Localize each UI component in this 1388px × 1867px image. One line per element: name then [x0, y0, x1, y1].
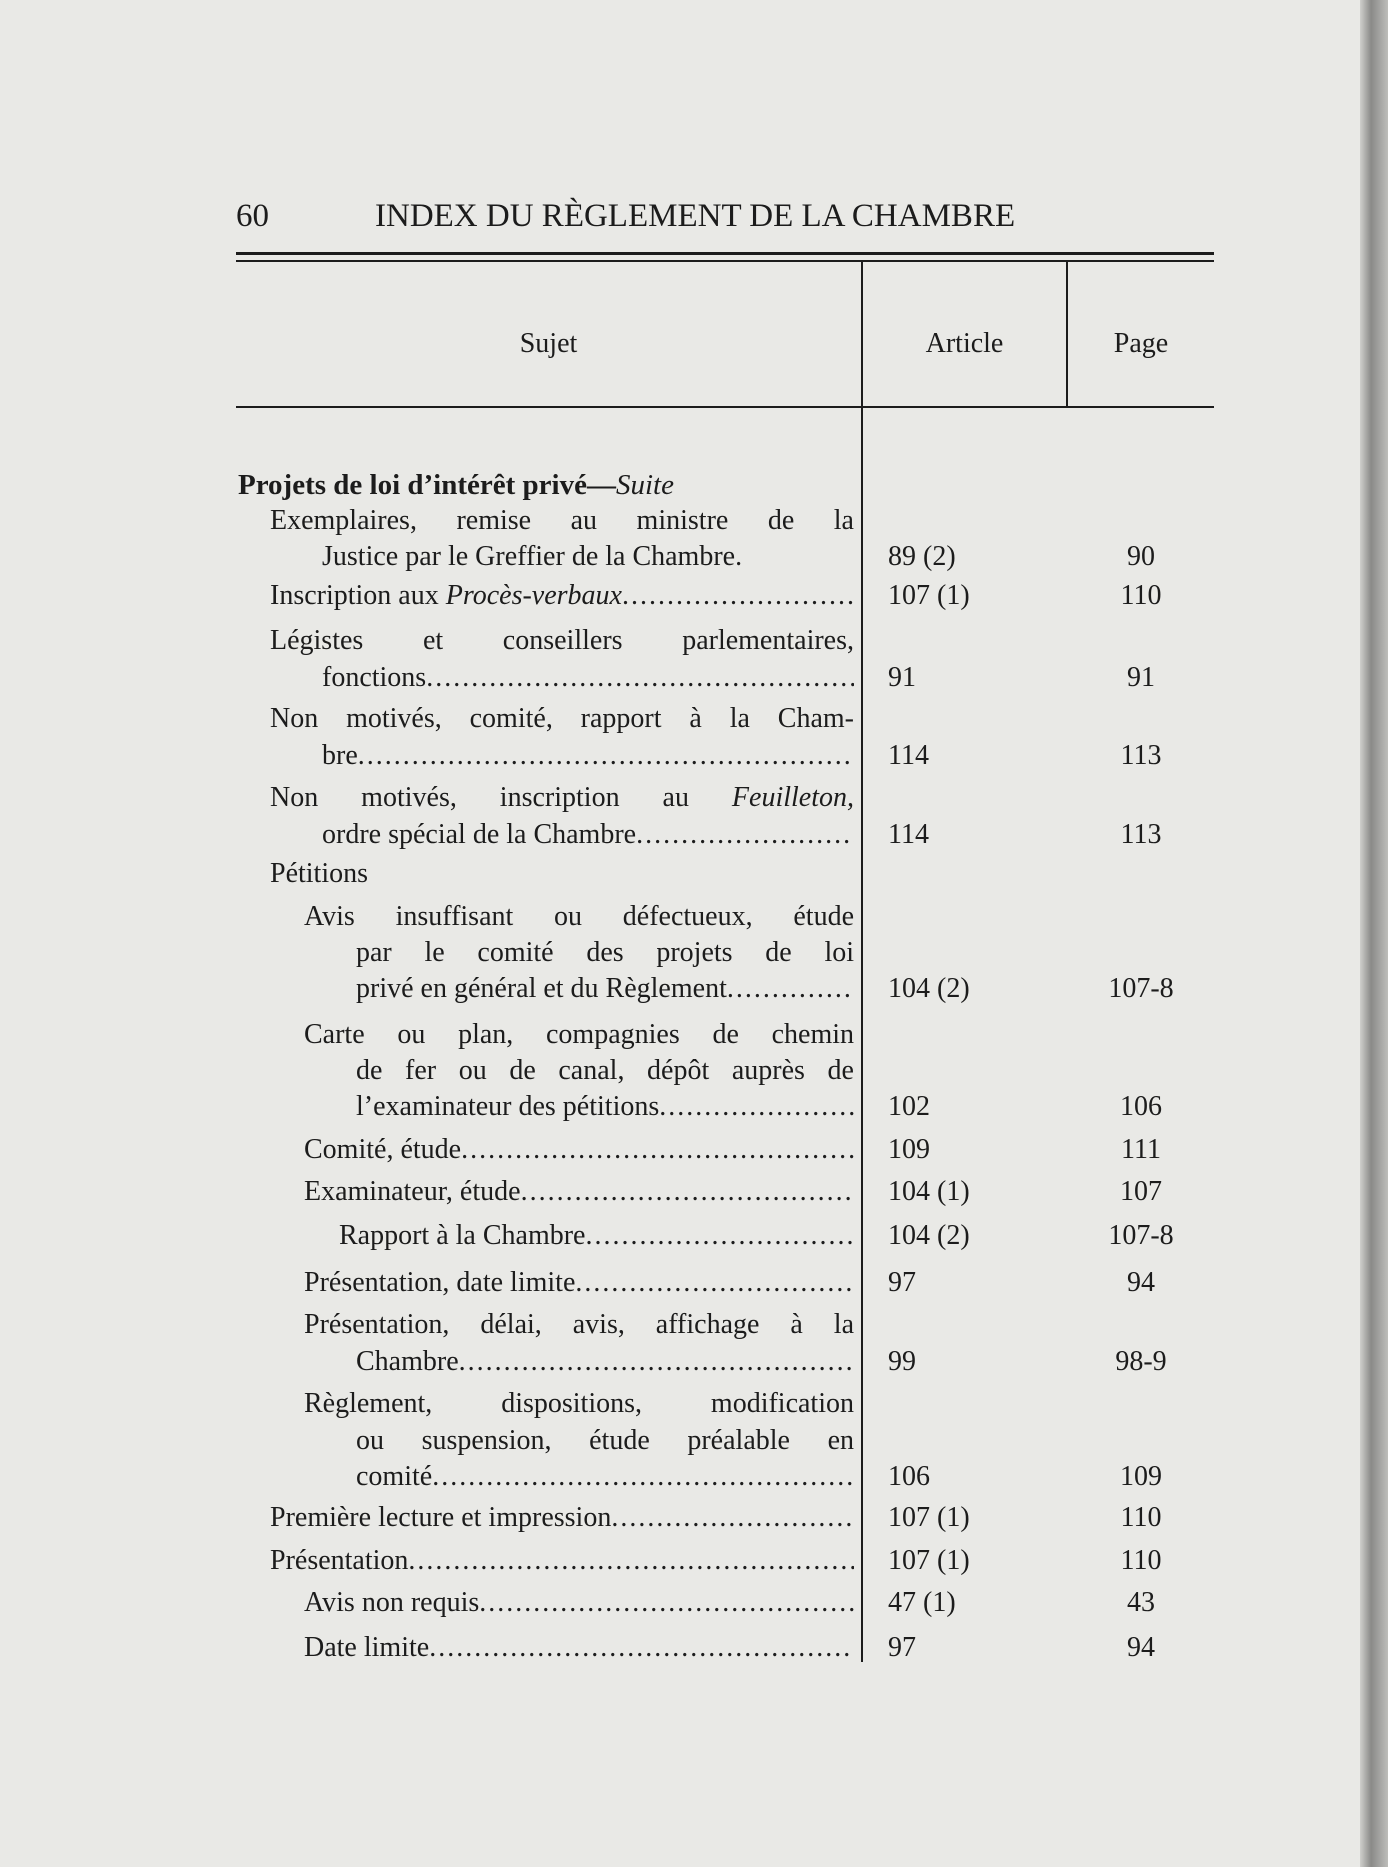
entry-text: Règlement, dispositions, modification [304, 1388, 854, 1419]
entry-text: comité ..... [356, 1459, 854, 1495]
leader-dots [575, 1265, 854, 1301]
book-spine [1360, 0, 1388, 1867]
entry-article: 107 (1) [888, 580, 970, 611]
entry-article: 99 [888, 1346, 916, 1377]
entry-article: 102 [888, 1091, 930, 1122]
entry-text: Chambre ..... [356, 1344, 854, 1380]
leader-dots [521, 1174, 854, 1210]
entry-page: 106 [1120, 1091, 1162, 1122]
entry-text: Inscription aux Procès-verbaux ..... [270, 578, 854, 614]
entry-article: 107 (1) [888, 1545, 970, 1576]
entry-page: 91 [1127, 662, 1155, 693]
entry-text: Rapport à la Chambre ..... [339, 1218, 854, 1254]
leader-dots [461, 1132, 854, 1168]
entry-text: Date limite ..... [304, 1630, 854, 1666]
column-divider-article [861, 262, 863, 1662]
running-title: INDEX DU RÈGLEMENT DE LA CHAMBRE [375, 198, 1016, 234]
entry-page: 113 [1120, 740, 1162, 771]
entry-text: Légistes et conseillers parlementaires, [270, 625, 854, 656]
top-rule [236, 252, 1214, 255]
page-number: 60 [236, 198, 269, 234]
leader-dots [727, 971, 854, 1007]
entry-text: Comité, étude ..... [304, 1132, 854, 1168]
entry-text: privé en général et du Règlement ..... [356, 971, 854, 1007]
leader-dots [479, 1585, 854, 1621]
entry-text: ordre spécial de la Chambre ..... [322, 817, 854, 853]
entry-text: Avis non requis ..... [304, 1585, 854, 1621]
entry-page: 113 [1120, 819, 1162, 850]
entry-text: Carte ou plan, compagnies de chemin [304, 1019, 854, 1050]
entry-text: Exemplaires, remise au ministre de la [270, 505, 854, 536]
entry-text: Examinateur, étude ..... [304, 1174, 854, 1210]
entry-article: 104 (2) [888, 1220, 970, 1251]
entry-page: 94 [1127, 1267, 1155, 1298]
entry-article: 107 (1) [888, 1502, 970, 1533]
entry-page: 43 [1127, 1587, 1155, 1618]
column-header-page: Page [1113, 328, 1169, 359]
entry-text: de fer ou de canal, dépôt auprès de [356, 1055, 854, 1086]
entry-page: 107-8 [1108, 1220, 1174, 1251]
entry-article: 97 [888, 1632, 916, 1663]
entry-page: 107 [1120, 1176, 1162, 1207]
entry-article: 91 [888, 662, 916, 693]
entry-text: Pétitions [270, 858, 369, 889]
entry-text: par le comité des projets de loi [356, 937, 854, 968]
leader-dots [459, 1344, 854, 1380]
entry-page: 94 [1127, 1632, 1155, 1663]
leader-dots [659, 1089, 854, 1125]
entry-page: 90 [1127, 541, 1155, 572]
entry-article: 104 (2) [888, 973, 970, 1004]
entry-article: 109 [888, 1134, 930, 1165]
entry-text: ou suspension, étude préalable en [356, 1425, 854, 1456]
entry-article: 89 (2) [888, 541, 956, 572]
entry-text: Justice par le Greffier de la Chambre. [322, 541, 743, 572]
column-header-sujet: Sujet [519, 328, 578, 359]
leader-dots [426, 660, 854, 696]
leader-dots [622, 578, 854, 614]
entry-article: 97 [888, 1267, 916, 1298]
entry-text: Présentation ..... [270, 1543, 854, 1579]
leader-dots [408, 1543, 854, 1579]
section-title: Projets de loi d’intérêt privé—Suite [238, 469, 674, 501]
entry-page: 98-9 [1115, 1346, 1167, 1377]
column-header-article: Article [925, 328, 1004, 359]
entry-page: 109 [1120, 1461, 1162, 1492]
entry-article: 104 (1) [888, 1176, 970, 1207]
entry-text: Non motivés, comité, rapport à la Cham- [270, 703, 854, 734]
entry-article: 114 [888, 740, 929, 771]
entry-article: 47 (1) [888, 1587, 956, 1618]
entry-text: fonctions ..... [322, 660, 854, 696]
leader-dots [585, 1218, 854, 1254]
leader-dots [432, 1459, 854, 1495]
entry-page: 110 [1120, 580, 1162, 611]
entry-text: l’examinateur des pétitions ..... [356, 1089, 854, 1125]
entry-page: 111 [1121, 1134, 1161, 1165]
entry-page: 110 [1120, 1502, 1162, 1533]
leader-dots [358, 738, 854, 774]
leader-dots [611, 1500, 854, 1536]
entry-article: 114 [888, 819, 929, 850]
entry-text: Avis insuffisant ou défectueux, étude [304, 901, 854, 932]
entry-page: 107-8 [1108, 973, 1174, 1004]
leader-dots [636, 817, 854, 853]
entry-article: 106 [888, 1461, 930, 1492]
entry-text: bre ..... [322, 738, 854, 774]
entry-text: Non motivés, inscription au Feuilleton, [270, 782, 854, 813]
entry-text: Présentation, date limite ..... [304, 1265, 854, 1301]
entry-text: Présentation, délai, avis, affichage à la [304, 1309, 854, 1340]
entry-text: Première lecture et impression ..... [270, 1500, 854, 1536]
leader-dots [429, 1630, 854, 1666]
entry-page: 110 [1120, 1545, 1162, 1576]
